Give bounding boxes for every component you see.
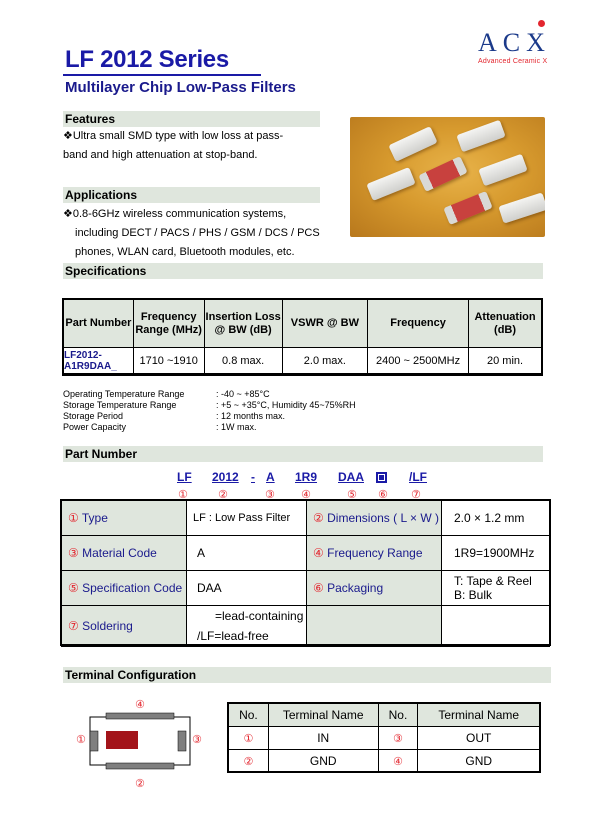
pn-packaging-tape: T: Tape & Reel [454, 574, 532, 588]
pn-material-value: A [187, 536, 307, 571]
chip-image [366, 167, 415, 201]
pn-segment-frequency: 1R9 [295, 470, 318, 484]
pn-marker: ④ [301, 489, 311, 501]
brand-logo: ACX [478, 28, 551, 57]
pn-segment-type: LF [177, 470, 192, 484]
condition-value: : 1W max. [216, 422, 257, 432]
applications-line-1: ❖0.8-6GHz wireless communication systems, [63, 208, 287, 220]
pn-material-label: ③ Material Code [62, 536, 187, 571]
features-heading: Features [63, 111, 320, 127]
pn-frequency-value: 1R9=1900MHz [442, 536, 550, 571]
features-line-1: ❖Ultra small SMD type with low loss at pass- [63, 130, 284, 142]
spec-frequency-range: 1710 ~1910 [133, 348, 204, 374]
condition-label: Power Capacity [63, 422, 127, 432]
condition-label: Operating Temperature Range [63, 389, 185, 399]
pn-empty-label [307, 606, 442, 647]
pn-segment-dash: - [251, 470, 255, 484]
pn-marker: ② [218, 489, 228, 501]
condition-label: Storage Temperature Range [63, 400, 177, 410]
pn-frequency-label: ④ Frequency Range [307, 536, 442, 571]
pn-marker: ⑤ [347, 489, 357, 501]
terminal-no: ③ [378, 727, 418, 750]
pn-dimensions-label: ② Dimensions ( L × W ) [307, 501, 442, 536]
title-underline [63, 74, 261, 76]
table-row [62, 501, 550, 536]
pn-empty-value [442, 606, 550, 647]
spec-frequency: 2400 ~ 2500MHz [368, 348, 469, 374]
spec-header-part-number: Part Number [64, 300, 134, 348]
terminal-no: ① [229, 727, 269, 750]
pn-marker: ③ [265, 489, 275, 501]
terminal-header-name-2: Terminal Name [418, 704, 540, 727]
pn-segment-material: A [266, 470, 275, 484]
table-row [64, 348, 542, 374]
terminal-name: GND [268, 750, 378, 773]
diagram-label-3: ③ [192, 734, 202, 746]
spec-header-frequency-range: Frequency Range (MHz) [133, 300, 204, 348]
pn-packaging-box-icon [376, 472, 387, 483]
terminal-no: ② [229, 750, 269, 773]
pn-soldering-label: ⑦ Soldering [62, 606, 187, 647]
chip-body [90, 717, 190, 765]
pn-marker: ① [178, 489, 188, 501]
table-row [62, 571, 550, 606]
spec-attenuation: 20 min. [469, 348, 542, 374]
terminal-4-pad [106, 713, 174, 719]
chip-red-marking [106, 731, 138, 749]
table-row [229, 750, 540, 773]
pn-segment-soldering: /LF [409, 470, 427, 484]
pn-marker: ⑥ [378, 489, 388, 501]
pn-soldering-lead: =lead-containing [215, 609, 304, 623]
terminal-table [228, 703, 540, 773]
pn-packaging-bulk: B: Bulk [454, 588, 493, 602]
chip-image [443, 191, 492, 225]
conditions-values [216, 389, 356, 433]
part-number-table [61, 500, 550, 647]
condition-value: : +5 ~ +35°C, Humidity 45~75%RH [216, 400, 356, 410]
conditions-labels [63, 389, 184, 433]
spec-insertion-loss: 0.8 max. [204, 348, 282, 374]
pn-segment-dimension: 2012 [212, 470, 239, 484]
condition-value: : -40 ~ +85°C [216, 389, 270, 399]
table-row [229, 727, 540, 750]
condition-value: : 12 months max. [216, 411, 286, 421]
terminal-header-name: Terminal Name [268, 704, 378, 727]
chip-image [418, 156, 467, 192]
table-row [62, 606, 550, 647]
table-row [62, 536, 550, 571]
terminal-name: OUT [418, 727, 540, 750]
applications-heading: Applications [63, 187, 320, 203]
condition-label: Storage Period [63, 411, 124, 421]
spec-header-vswr: VSWR @ BW [282, 300, 367, 348]
terminal-name: IN [268, 727, 378, 750]
diagram-label-2: ② [135, 778, 145, 790]
diagram-label-1: ① [76, 734, 86, 746]
applications-line-3: phones, WLAN card, Bluetooth modules, etc. [75, 246, 295, 258]
chip-image [498, 192, 545, 223]
diagram-label-4: ④ [135, 699, 145, 711]
pn-spec-label: ⑤ Specification Code [62, 571, 187, 606]
terminal-1-pad [90, 731, 98, 751]
part-number-heading: Part Number [63, 446, 543, 462]
chip-image [456, 120, 505, 153]
terminal-3-pad [178, 731, 186, 751]
terminal-no: ④ [378, 750, 418, 773]
page-subtitle: Multilayer Chip Low-Pass Filters [65, 79, 296, 96]
terminal-name: GND [418, 750, 540, 773]
pn-spec-value: DAA [187, 571, 307, 606]
terminal-header-no: No. [229, 704, 269, 727]
product-photo [350, 117, 545, 237]
logo-dot-icon [538, 20, 545, 27]
terminal-2-pad [106, 763, 174, 769]
pn-type-label: ① Type [62, 501, 187, 536]
pn-type-value: LF : Low Pass Filter [187, 501, 307, 536]
page-title: LF 2012 Series [65, 46, 229, 73]
specifications-table [63, 299, 542, 374]
spec-header-frequency: Frequency [368, 300, 469, 348]
terminal-header-no-2: No. [378, 704, 418, 727]
chip-image [478, 154, 527, 187]
pn-packaging-label: ⑥ Packaging [307, 571, 442, 606]
spec-part-number: LF2012-A1R9DAA_ [64, 348, 134, 374]
pn-dimensions-value: 2.0 × 1.2 mm [442, 501, 550, 536]
specifications-heading: Specifications [63, 263, 543, 279]
pn-soldering-leadfree: /LF=lead-free [197, 629, 269, 643]
pn-soldering-value [187, 606, 307, 647]
applications-line-2: including DECT / PACS / PHS / GSM / DCS / PCS [75, 227, 320, 239]
spec-vswr: 2.0 max. [282, 348, 367, 374]
pn-marker: ⑦ [411, 489, 421, 501]
terminal-heading: Terminal Configuration [63, 667, 551, 683]
brand-tagline: Advanced Ceramic X [478, 58, 548, 65]
pn-packaging-value [442, 571, 550, 606]
features-line-2: band and high attenuation at stop-band. [63, 149, 258, 161]
spec-header-insertion-loss: Insertion Loss @ BW (dB) [204, 300, 282, 348]
spec-header-attenuation: Attenuation (dB) [469, 300, 542, 348]
pn-segment-spec: DAA [338, 470, 364, 484]
chip-image [388, 126, 437, 162]
